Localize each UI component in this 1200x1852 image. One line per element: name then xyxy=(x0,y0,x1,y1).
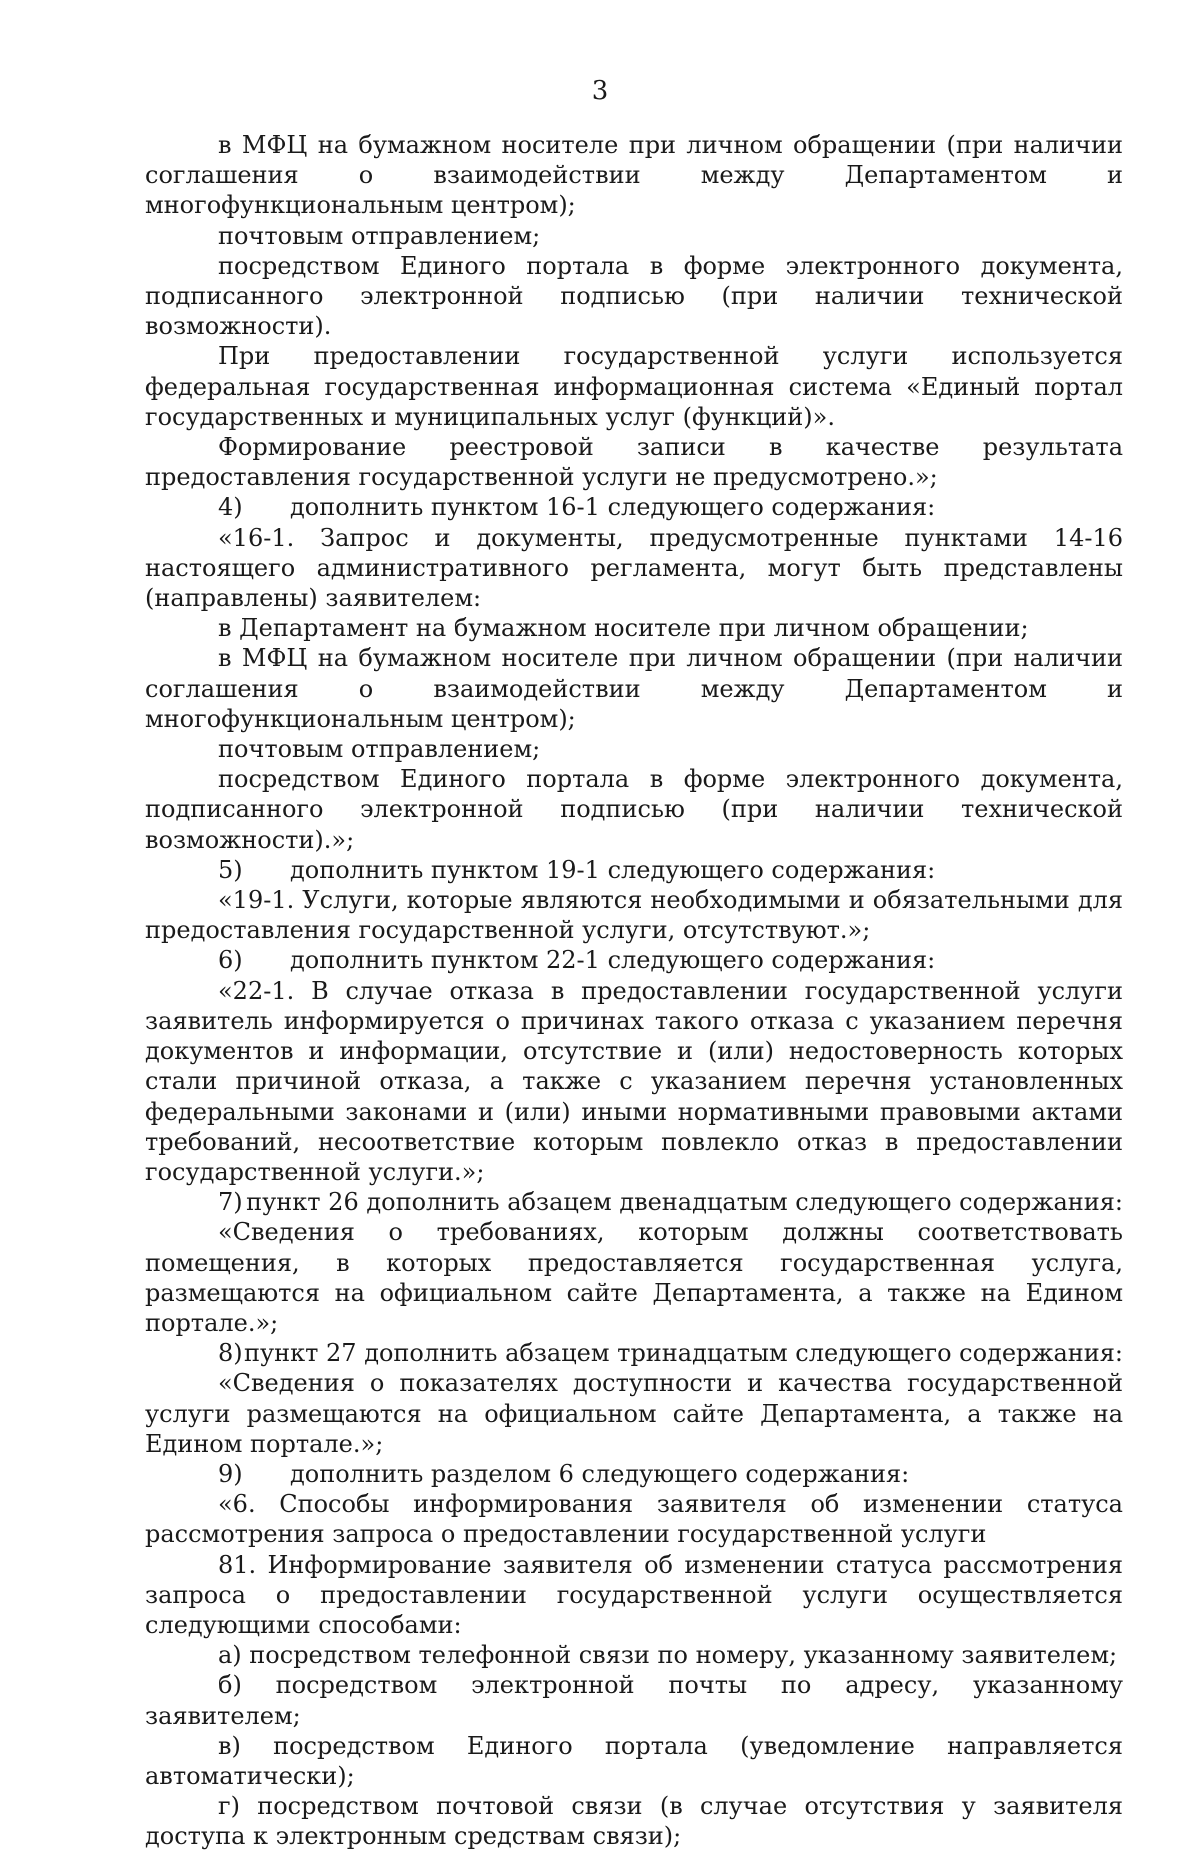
paragraph-19-1: «19-1. Услуги, которые являются необходимыми и обязательными для предоставления государственной услуги, отсутствуют.»; xyxy=(145,886,1123,945)
paragraph-81: 81. Информирование заявителя об изменении статуса рассмотрения запроса о предоставлении государственной услуги осуществляется следующими способами: xyxy=(145,1550,1123,1639)
paragraph-postal-2: почтовым отправлением; xyxy=(218,735,541,764)
paragraph-option-v: в) посредством Единого портала (уведомление направляется автоматически); xyxy=(145,1731,1123,1790)
paragraph-department-paper: в Департамент на бумажном носителе при личном обращении; xyxy=(218,614,1029,643)
list-item-number: 7) xyxy=(218,1188,243,1217)
list-item-number: 8) xyxy=(218,1339,243,1368)
document-body xyxy=(145,130,1123,1852)
paragraph-unified-portal-2: посредством Единого портала в форме электронного документа, подписанного электронной подписью (при наличии технической возможности).»; xyxy=(145,765,1123,854)
paragraph-unified-portal: посредством Единого портала в форме электронного документа, подписанного электронной подписью (при наличии технической возможности). xyxy=(145,251,1123,341)
list-item-number: 9) xyxy=(218,1459,243,1488)
page-number: 3 xyxy=(591,76,609,106)
list-item-text: пункт 27 дополнить абзацем тринадцатым следующего содержания: xyxy=(244,1339,1123,1368)
list-item-text: дополнить разделом 6 следующего содержания: xyxy=(290,1459,910,1488)
paragraph-registry-record: Формирование реестровой записи в качестве результата предоставления государственной услуги не предусмотрено.»; xyxy=(145,433,1123,492)
paragraph-option-g: г) посредством почтовой связи (в случае отсутствия у заявителя доступа к электронным средствам связи); xyxy=(145,1792,1123,1851)
list-item-4 xyxy=(145,492,1123,522)
paragraph-16-1: «16-1. Запрос и документы, предусмотренные пунктами 14-16 настоящего административного регламента, могут быть представлены (направлены) заявителем: xyxy=(145,523,1123,613)
list-item-number: 5) xyxy=(218,855,243,884)
list-item-text: дополнить пунктом 16-1 следующего содержания: xyxy=(290,493,936,522)
paragraph-22-1: «22-1. В случае отказа в предоставлении государственной услуги заявитель информируется о причинах такого отказа с указанием перечня документов и информации, отсутствие и (или) недостоверность которых стали причиной отказа, а также с указанием перечня установленных федеральными законами и (или) иными нормативными правовыми актами требований, несоответствие которым повлекло отказ в предоставлении государственной услуги.»; xyxy=(145,976,1123,1186)
paragraph-mfc-paper: в МФЦ на бумажном носителе при личном обращении (при наличии соглашения о взаимодействии между Департаментом и многофункциональным центром); xyxy=(145,131,1123,220)
paragraph-federal-system: При предоставлении государственной услуги используется федеральная государственная информационная система «Единый портал государственных и муниципальных услуг (функций)». xyxy=(145,342,1123,431)
paragraph-mfc-paper-2: в МФЦ на бумажном носителе при личном обращении (при наличии соглашения о взаимодействии между Департаментом и многофункциональным центром); xyxy=(145,644,1123,733)
paragraph-premises-requirements: «Сведения о требованиях, которым должны соответствовать помещения, в которых предоставляется государственная услуга, размещаются на официальном сайте Департамента, а также на Едином портале.»; xyxy=(145,1218,1123,1337)
list-item-text: дополнить пунктом 22-1 следующего содержания: xyxy=(290,946,936,975)
list-item-text: пункт 26 дополнить абзацем двенадцатым следующего содержания: xyxy=(246,1188,1123,1217)
paragraph-option-b: б) посредством электронной почты по адресу, указанному заявителем; xyxy=(145,1671,1123,1730)
list-item-6 xyxy=(145,945,1123,975)
paragraph-accessibility-indicators: «Сведения о показателях доступности и качества государственной услуги размещаются на официальном сайте Департамента, а также на Едином портале.»; xyxy=(145,1369,1123,1458)
list-item-7 xyxy=(145,1187,1123,1217)
list-item-number: 4) xyxy=(218,493,243,522)
list-item-9 xyxy=(145,1459,1123,1489)
list-item-number: 6) xyxy=(218,946,243,975)
paragraph-option-a: а) посредством телефонной связи по номеру, указанному заявителем; xyxy=(218,1641,1118,1670)
paragraph-postal: почтовым отправлением; xyxy=(218,221,541,250)
list-item-5 xyxy=(145,855,1123,885)
list-item-text: дополнить пунктом 19-1 следующего содержания: xyxy=(290,855,936,884)
list-item-8 xyxy=(145,1338,1123,1368)
paragraph-section-6-title: «6. Способы информирования заявителя об изменении статуса рассмотрения запроса о предоставлении государственной услуги xyxy=(145,1490,1123,1549)
